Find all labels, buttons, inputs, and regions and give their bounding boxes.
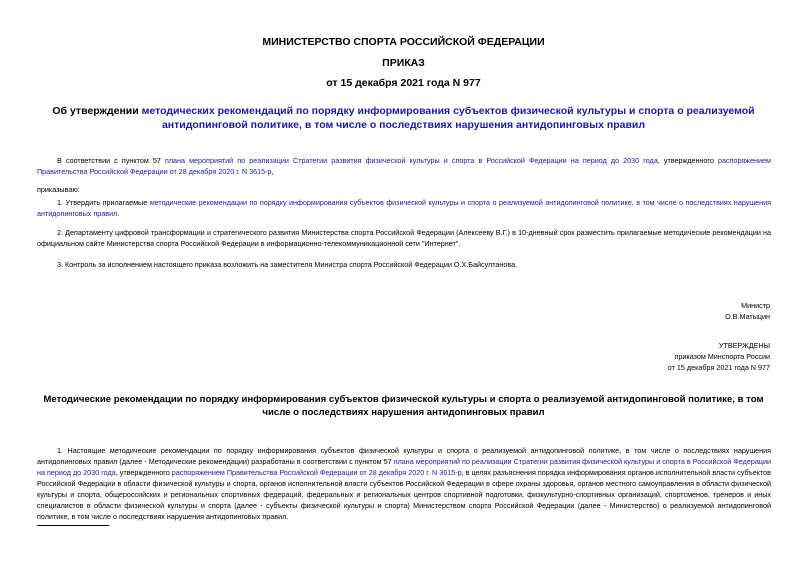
rec-text-b: , утвержденного (115, 468, 172, 477)
document-date-number: от 15 декабря 2021 года N 977 (326, 77, 481, 89)
rec-government-order-link[interactable]: распоряжением Правительства Российской Федерации от 28 декабря 2020 г. N 3615-р (171, 468, 462, 477)
strategy-plan-link[interactable]: плана мероприятий по реализации Стратегии развития физической культуры и спорта в Российской Федерации на период до 2030 года (164, 156, 658, 165)
clause-2 (37, 227, 771, 249)
approval-line-1: УТВЕРЖДЕНЫ (718, 341, 770, 350)
preamble-paragraph (37, 155, 771, 177)
recommendations-link[interactable]: методические рекомендации по порядку информирования субъектов физической культуры и спорта о реализуемой антидопинговой политике, в том числе о последствиях нарушения антидопинговых правил (37, 198, 771, 218)
clause-3 (37, 259, 771, 270)
preamble-text-c: , (271, 167, 274, 176)
signature-name: О.В.Матыцин (725, 312, 770, 321)
clause-1-text-a: 1. Утвердить прилагаемые (57, 198, 150, 207)
rec-text-a: 1. Настоящие методические рекомендации по порядку информирования субъектов физической культуры и спорта о реализуемой антидопинговой политике, в том числе о последствиях нарушения антидопинговых правил (далее - Методические рекомендации) разработаны в соответствии с пунктом 57 (37, 446, 771, 466)
preamble-text-b: , утвержденного (657, 156, 718, 165)
recommendations-title: Методические рекомендации по порядку информирования субъектов физической культуры и спорта о реализуемой антидопинговой политике, в том числе о последствиях нарушения антидопинговых правил (43, 394, 764, 418)
ministry-heading: МИНИСТЕРСТВО СПОРТА РОССИЙСКОЙ ФЕДЕРАЦИИ (262, 36, 545, 48)
preamble-text-a: В соответствии с пунктом 57 (57, 156, 165, 165)
clause-1 (37, 197, 771, 219)
approval-block (668, 340, 770, 373)
footnote-divider (37, 525, 109, 526)
clause-2-text: 2. Департаменту цифровой трансформации и стратегического развития Министерства спорта Российской Федерации (Алексееву В.Г.) в 10-дневный срок разместить прилагаемые методические рекомендации на официальном сайте Министерства спорта Российской Федерации в информационно-телекоммуникационной сети "Интернет". (37, 228, 771, 248)
order-word: приказываю: (37, 185, 80, 194)
recommendations-clause-1 (37, 445, 771, 522)
rec-text-d: (далее - субъекты физической культуры и спорта) Министерством спорта Российской Федерации (далее - Министерство) о реализуемой антидопинговой политике, в том числе о последствиях нарушения антидопинговых правил. (37, 501, 771, 521)
title-prefix: Об утверждении (52, 105, 142, 117)
approval-line-3: от 15 декабря 2021 года N 977 (667, 363, 770, 372)
rec-text-c: , в целях разъяснения порядка информирования органов исполнительной власти субъектов Российской Федерации в области физической культуры и спорта, органов исполнительной власти субъектов Российской Федерации в сфере охраны здоровья, органов местного самоуправления в области физической культуры и спорта, общероссийских и региональных спортивных федераций, федеральных и региональных центров спортивной подготовки, физкультурно-спортивных организаций, спортсменов, тренеров и иных специалистов в области физической культуры и спорта (37, 468, 771, 510)
approval-line-2: приказом Минспорта России (674, 352, 770, 361)
signature-block (725, 300, 770, 322)
title-link[interactable]: методических рекомендаций по порядку информирования субъектов физической культуры и спорта о реализуемой антидопинговой политике, в том числе о последствиях нарушения антидопинговых правил (141, 105, 755, 131)
document-type: ПРИКАЗ (382, 57, 425, 69)
government-order-link[interactable]: распоряжением Правительства Российской Федерации от 28 декабря 2020 г. N 3615-р (37, 156, 771, 176)
clause-3-text: 3. Контроль за исполнением настоящего приказа возложить на заместителя Министра спорта Российской Федерации О.Х.Байсултанова. (57, 260, 518, 269)
rec-strategy-plan-link[interactable]: плана мероприятий по реализации Стратегии развития физической культуры и спорта в Российской Федерации на период до 2030 года (37, 457, 771, 477)
document-title (30, 104, 777, 132)
signature-position: Министр (741, 301, 770, 310)
clause-1-text-b: . (117, 209, 120, 218)
